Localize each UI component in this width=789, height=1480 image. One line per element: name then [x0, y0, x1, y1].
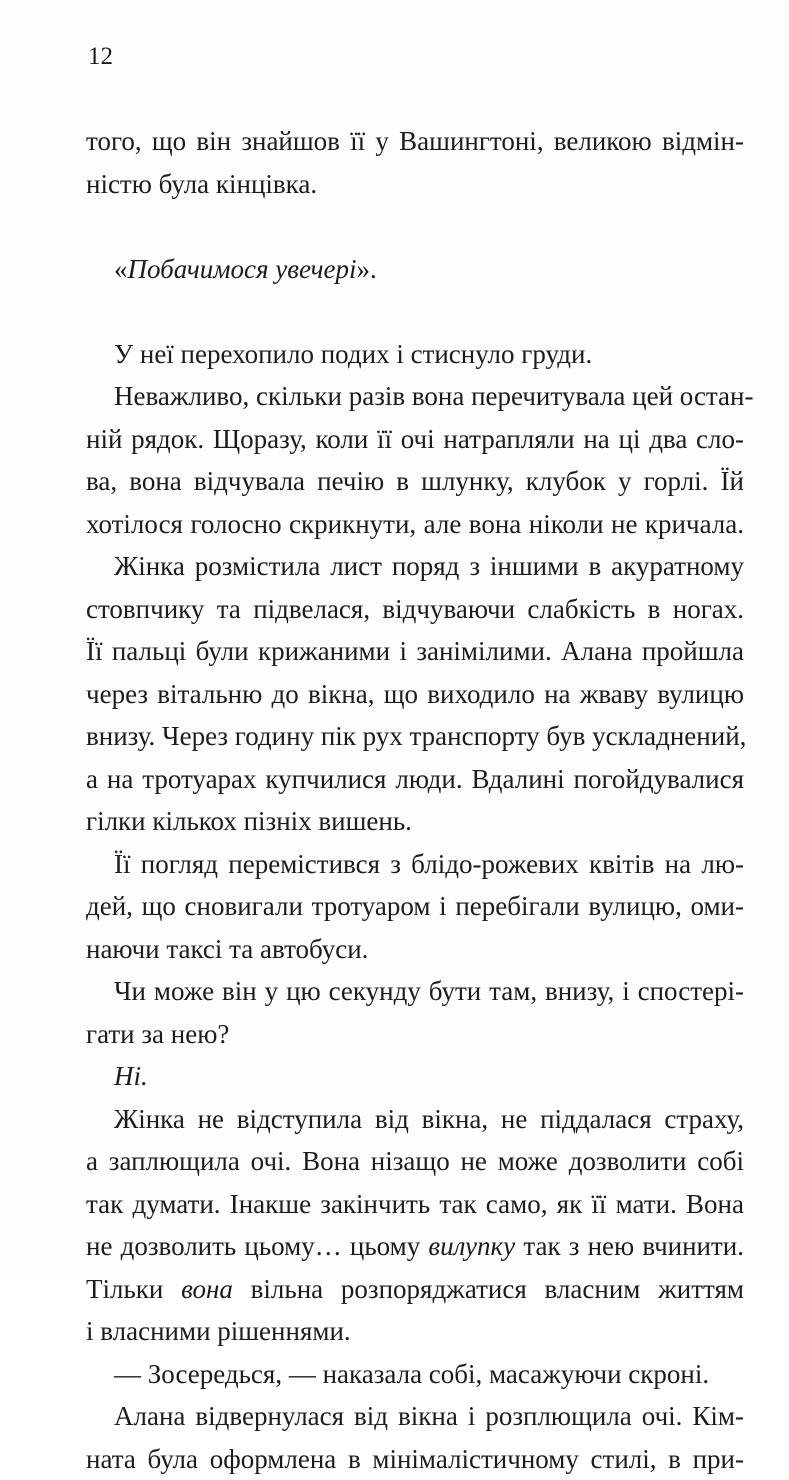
- text-line: [114, 1353, 744, 1396]
- text-line: [86, 1140, 744, 1183]
- page-number: 12: [88, 42, 113, 72]
- text-line: [86, 1183, 744, 1226]
- text-segment: не дозволить цьому… цьому: [86, 1231, 428, 1261]
- text-line: [86, 885, 744, 928]
- text-segment: Її пальці були крижаними і занімілими. Алана пройшла: [86, 636, 744, 666]
- text-line: [86, 1225, 744, 1268]
- italic-text: Ні.: [114, 1061, 148, 1091]
- text-line: [86, 120, 744, 163]
- text-line: [86, 800, 744, 843]
- text-line: [86, 163, 744, 206]
- paragraph-gap: [114, 205, 744, 248]
- text-segment: Її погляд перемістився з блідо-рожевих квітів на лю-: [114, 849, 744, 879]
- text-line: [114, 333, 744, 376]
- text-line: [86, 673, 744, 716]
- text-segment: так з нею вчинити.: [515, 1231, 744, 1261]
- text-segment: вільна розпоряджатися власним життям: [233, 1274, 744, 1304]
- italic-text: вона: [181, 1274, 233, 1304]
- paragraph-gap: [114, 290, 744, 333]
- text-segment: Тільки: [86, 1274, 181, 1304]
- text-line: [86, 715, 744, 758]
- text-segment: — Зосередься, — наказала собі, масажуючи скроні.: [114, 1359, 709, 1389]
- body-text: [114, 120, 744, 1480]
- text-line: [86, 758, 744, 801]
- text-segment: ната була оформлена в мінімалістичному стилі, в при-: [86, 1444, 744, 1474]
- text-line: [114, 970, 744, 1013]
- text-segment: через вітальню до вікна, що виходило на жваву вулицю: [86, 679, 744, 709]
- italic-text: вилупку: [428, 1231, 515, 1261]
- text-segment: гати за нею?: [86, 1019, 229, 1049]
- text-line: [114, 1098, 744, 1141]
- text-line: [114, 375, 744, 418]
- text-segment: «: [114, 254, 128, 284]
- text-line: [86, 503, 744, 546]
- text-segment: дей, що сновигали тротуаром і перебігали вулицю, оми-: [86, 891, 744, 921]
- text-segment: Чи може він у цю секунду бути там, внизу, і спостері-: [114, 976, 744, 1006]
- text-segment: Неважливо, скільки разів вона перечитувала цей остан-: [114, 381, 753, 411]
- text-line: [86, 1310, 744, 1353]
- text-line: [114, 1395, 744, 1438]
- text-line: [86, 928, 744, 971]
- text-line: [86, 588, 744, 631]
- text-line: [114, 545, 744, 588]
- italic-text: Побачимося увечері: [128, 254, 357, 284]
- text-segment: так думати. Інакше закінчить так само, як її мати. Вона: [86, 1189, 744, 1219]
- text-segment: і власними рішеннями.: [86, 1316, 351, 1346]
- text-line: [114, 248, 744, 291]
- text-segment: хотілося голосно скрикнути, але вона ніколи не кричала.: [86, 509, 744, 539]
- text-line: [86, 630, 744, 673]
- text-segment: ».: [356, 254, 376, 284]
- text-segment: Жінка розмістила лист поряд з іншими в акуратному: [114, 551, 744, 581]
- text-segment: внизу. Через годину пік рух транспорту був ускладнений,: [86, 721, 746, 751]
- text-line: [86, 1268, 744, 1311]
- text-segment: Алана відвернулася від вікна і розплющила очі. Кім-: [114, 1401, 744, 1431]
- text-segment: того, що він знайшов її у Вашингтоні, великою відмін-: [86, 126, 744, 156]
- text-segment: гілки кількох пізніх вишень.: [86, 806, 412, 836]
- text-line: [114, 843, 744, 886]
- text-segment: Жінка не відступила від вікна, не піддалася страху,: [114, 1104, 744, 1134]
- text-segment: а на тротуарах купчилися люди. Вдалині погойдувалися: [86, 764, 744, 794]
- text-line: [86, 1438, 744, 1480]
- text-segment: а заплющила очі. Вона нізащо не може дозволити собі: [86, 1146, 744, 1176]
- text-line: [86, 460, 744, 503]
- text-segment: У неї перехопило подих і стиснуло груди.: [114, 339, 592, 369]
- text-segment: стовпчику та підвелася, відчуваючи слабкість в ногах.: [86, 594, 744, 624]
- text-line: [114, 1055, 744, 1098]
- text-segment: ва, вона відчувала печію в шлунку, клубок у горлі. Їй: [86, 466, 744, 496]
- text-segment: наючи таксі та автобуси.: [86, 934, 368, 964]
- text-line: [86, 1013, 744, 1056]
- text-segment: ній рядок. Щоразу, коли її очі натрапляли на ці два сло-: [86, 424, 744, 454]
- text-line: [86, 418, 744, 461]
- text-segment: ністю була кінцівка.: [86, 169, 317, 199]
